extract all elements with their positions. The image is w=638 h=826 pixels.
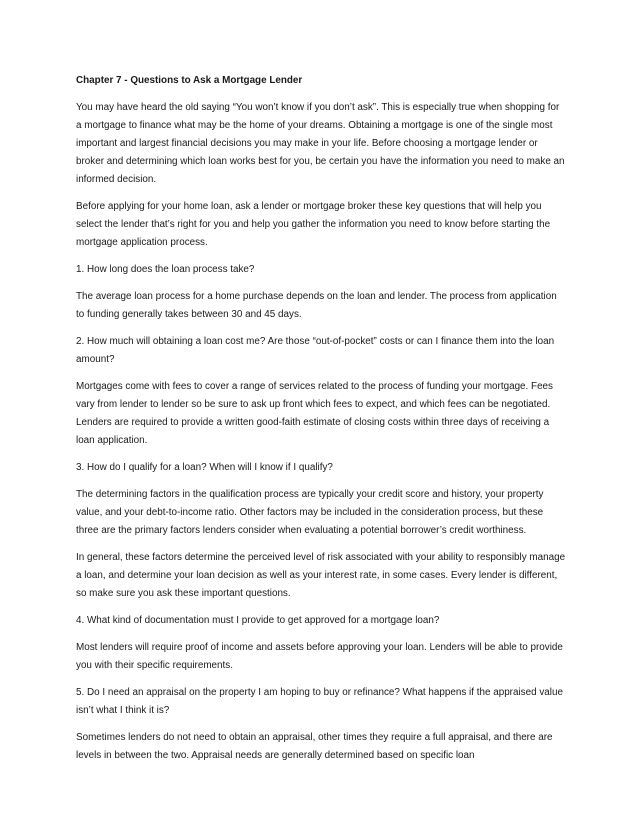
- answer-2: Mortgages come with fees to cover a range of services related to the process of funding your mortgage. Fees vary from lender to lender so be sure to ask up front which fees to expect, and which fees can be negotiated. Lenders are required to provide a written good-faith estimate of closing costs within three days of receiving a loan application.: [76, 381, 553, 446]
- answer-3-continued: In general, these factors determine the perceived level of risk associated with your ability to responsibly manage a loan, and determine your loan decision as well as your interest rate, in some cases. Every lender is different, so make sure you ask these important questions.: [76, 552, 566, 599]
- question-4: 4. What kind of documentation must I provide to get approved for a mortgage loan?: [76, 615, 440, 626]
- answer-1: The average loan process for a home purchase depends on the loan and lender. The process from application to funding generally takes between 30 and 45 days.: [76, 291, 557, 320]
- paragraph-intro: You may have heard the old saying “You won’t know if you don’t ask”. This is especially true when shopping for a mortgage to finance what may be the home of your dreams. Obtaining a mortgage is one of the single most important and largest financial decisions you may make in your life. Before choosing a mortgage lender or broker and determining which loan works best for you, be certain you have the information you need to make an informed decision.: [76, 102, 565, 185]
- chapter-title: Chapter 7 - Questions to Ask a Mortgage Lender: [76, 75, 303, 86]
- question-5: 5. Do I need an appraisal on the property I am hoping to buy or refinance? What happens if the appraised value isn’t what I think it is?: [76, 687, 563, 716]
- answer-5: Sometimes lenders do not need to obtain an appraisal, other times they require a full appraisal, and there are levels in between the two. Appraisal needs are generally determined based on specific loan: [76, 732, 553, 761]
- question-1: 1. How long does the loan process take?: [76, 264, 255, 275]
- answer-4: Most lenders will require proof of income and assets before approving your loan. Lenders will be able to provide you with their specific requirements.: [76, 642, 563, 671]
- paragraph-before-applying: Before applying for your home loan, ask a lender or mortgage broker these key questions that will help you select the lender that’s right for you and help you gather the information you need to know before starting the mortgage application process.: [76, 201, 551, 248]
- question-2: 2. How much will obtaining a loan cost me? Are those “out-of-pocket” costs or can I finance them into the loan amount?: [76, 336, 555, 365]
- answer-3: The determining factors in the qualification process are typically your credit score and history, your property value, and your debt-to-income ratio. Other factors may be included in the consideration process, but these three are the primary factors lenders consider when evaluating a potential borrower’s credit worthiness.: [76, 489, 544, 536]
- document-body: [76, 72, 566, 774]
- question-3: 3. How do I qualify for a loan? When will I know if I qualify?: [76, 462, 333, 473]
